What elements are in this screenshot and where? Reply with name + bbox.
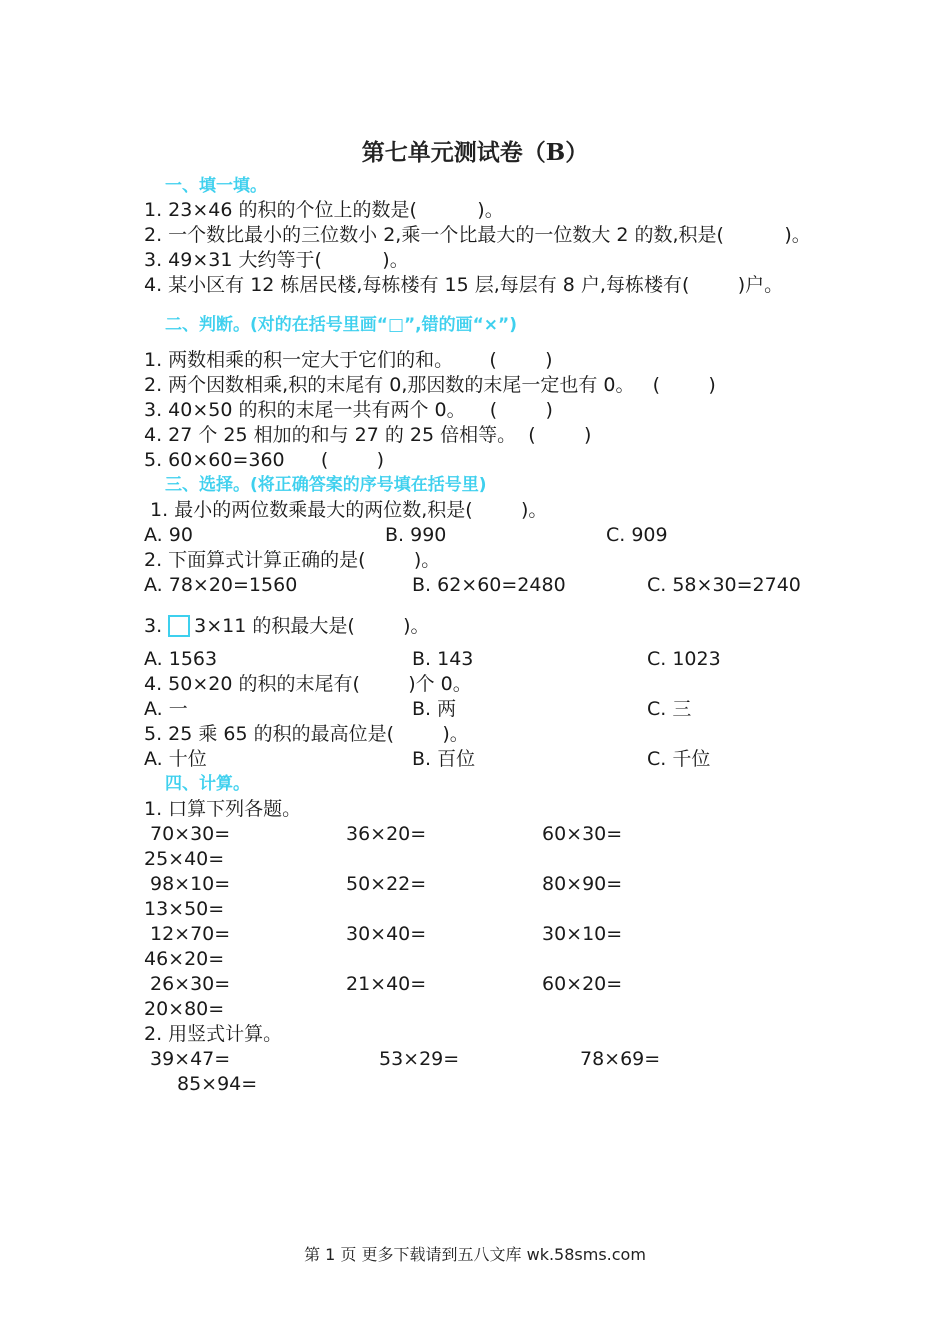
calc-item: 20×80= [144, 998, 225, 1020]
calc-item: 98×10= [150, 873, 231, 895]
calc-item: 70×30= [150, 823, 231, 845]
calc-item: 25×40= [144, 848, 225, 870]
choice-question: 2. 下面算式计算正确的是( )。 [144, 549, 441, 571]
choice-option: B. 百位 [412, 748, 476, 770]
choice-option: C. 三 [647, 698, 692, 720]
choice-option: B. 143 [412, 648, 474, 670]
calc-item: 60×30= [542, 823, 623, 845]
judge-item: 5. 60×60=360 ( ) [144, 449, 385, 471]
section-heading-calc: 四、计算。 [165, 774, 250, 794]
calc-item: 26×30= [150, 973, 231, 995]
choice-option: A. 一 [144, 698, 188, 720]
choice-option: C. 1023 [647, 648, 721, 670]
choice-question: 5. 25 乘 65 的积的最高位是( )。 [144, 723, 469, 745]
choice-question [144, 614, 430, 638]
choice-option: B. 两 [412, 698, 457, 720]
section-heading-judge: 二、判断。(对的在括号里画“□”,错的画“×”) [165, 315, 517, 335]
blank-box [168, 615, 190, 637]
judge-item: 4. 27 个 25 相加的和与 27 的 25 倍相等。 ( ) [144, 424, 592, 446]
fill-item: 2. 一个数比最小的三位数小 2,乘一个比最大的一位数大 2 的数,积是( )。 [144, 224, 811, 246]
choice-option: C. 909 [606, 524, 668, 546]
vertical-calc-item: 39×47= [150, 1048, 231, 1070]
calc-item: 50×22= [346, 873, 427, 895]
choice-option: A. 78×20=1560 [144, 574, 298, 596]
choice-option: B. 990 [385, 524, 447, 546]
calc-intro: 2. 用竖式计算。 [144, 1023, 283, 1045]
calc-item: 36×20= [346, 823, 427, 845]
fill-item: 1. 23×46 的积的个位上的数是( )。 [144, 199, 504, 221]
question-text: 3×11 的积最大是( )。 [194, 615, 430, 637]
judge-item: 3. 40×50 的积的末尾一共有两个 0。 ( ) [144, 399, 553, 421]
choice-option: A. 十位 [144, 748, 207, 770]
section-heading-fill: 一、填一填。 [165, 176, 267, 196]
judge-item: 2. 两个因数相乘,积的末尾有 0,那因数的末尾一定也有 0。 ( ) [144, 374, 716, 396]
choice-option: C. 千位 [647, 748, 711, 770]
choice-option: A. 90 [144, 524, 193, 546]
page-title: 第七单元测试卷（B） [361, 139, 589, 166]
section-heading-choice: 三、选择。(将正确答案的序号填在括号里) [165, 475, 487, 495]
calc-item: 80×90= [542, 873, 623, 895]
fill-item: 4. 某小区有 12 栋居民楼,每栋楼有 15 层,每层有 8 户,每栋楼有( )户。 [144, 274, 784, 296]
choice-option: A. 1563 [144, 648, 218, 670]
question-number: 3. [144, 615, 163, 637]
choice-option: B. 62×60=2480 [412, 574, 566, 596]
calc-item: 30×10= [542, 923, 623, 945]
choice-question: 4. 50×20 的积的末尾有( )个 0。 [144, 673, 472, 695]
fill-item: 3. 49×31 大约等于( )。 [144, 249, 409, 271]
choice-question: 1. 最小的两位数乘最大的两位数,积是( )。 [144, 499, 548, 521]
choice-option: C. 58×30=2740 [647, 574, 801, 596]
page-footer: 第 1 页 更多下载请到五八文库 wk.58sms.com [304, 1245, 646, 1264]
calc-item: 13×50= [144, 898, 225, 920]
vertical-calc-item: 78×69= [580, 1048, 661, 1070]
vertical-calc-item: 85×94= [177, 1073, 258, 1095]
calc-intro: 1. 口算下列各题。 [144, 798, 302, 820]
calc-item: 21×40= [346, 973, 427, 995]
judge-item: 1. 两数相乘的积一定大于它们的和。 ( ) [144, 349, 553, 371]
calc-item: 60×20= [542, 973, 623, 995]
calc-item: 30×40= [346, 923, 427, 945]
vertical-calc-item: 53×29= [379, 1048, 460, 1070]
calc-item: 12×70= [150, 923, 231, 945]
calc-item: 46×20= [144, 948, 225, 970]
